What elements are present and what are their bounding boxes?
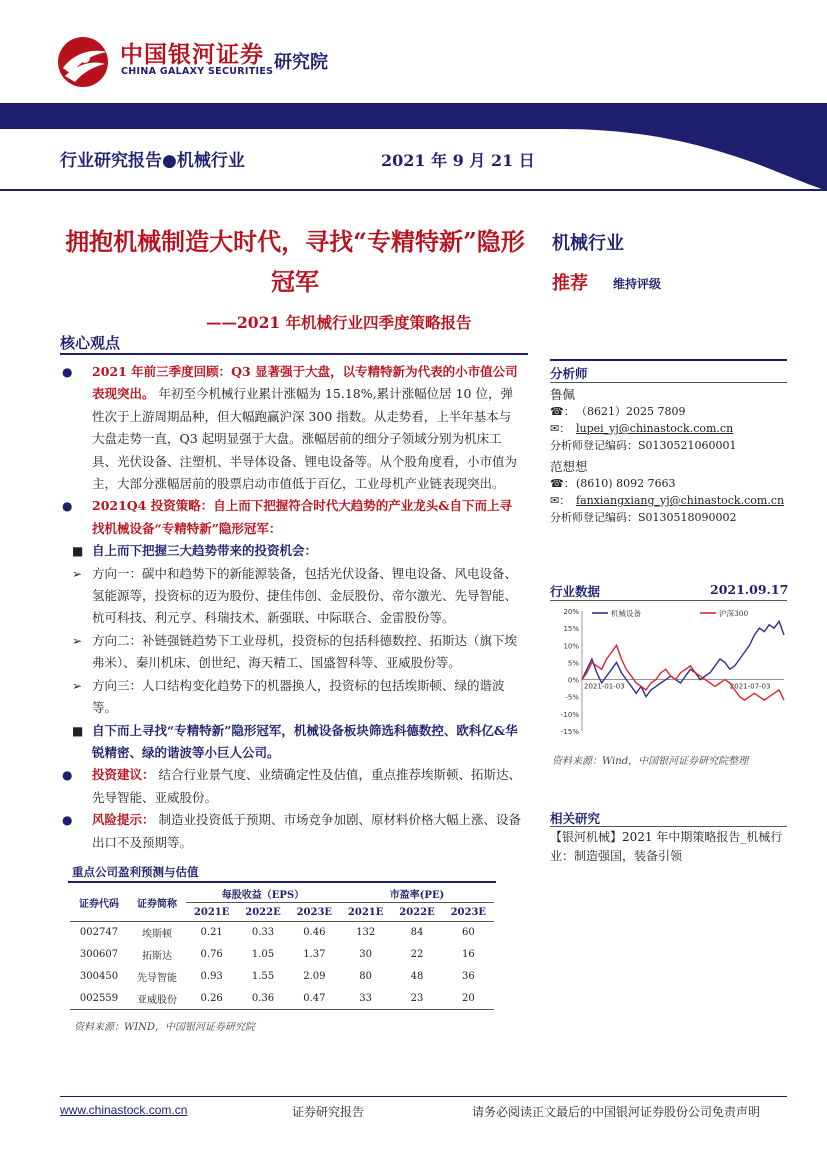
table-row: 002747 埃斯顿 0.21 0.33 0.46 132 84 60	[79, 927, 475, 941]
table-title: 重点公司盈利预测与估值	[72, 865, 199, 879]
footer-disclaimer: 请务必阅读正文最后的中国银河证券股份公司免责声明	[472, 1105, 761, 1119]
y-tick-label: 0%	[567, 676, 579, 685]
table-year-row: 2021E 2022E 2023E 2021E 2022E 2023E	[70, 903, 494, 922]
bullet-icon: ●	[62, 813, 73, 828]
direction-3: ➢ 方向三：人口结构变化趋势下的机器换人，投资标的包括埃斯顿、绿的谐波等。	[60, 675, 522, 720]
footer-label: 证券研究报告	[292, 1105, 365, 1119]
table-row: 002559 亚威股份 0.26 0.36 0.47 33 23 20	[70, 988, 494, 1010]
analyst-phone: (8610) 8092 7663	[576, 477, 676, 490]
y-tick-label: -5%	[565, 693, 579, 702]
company-name-en: CHINA GALAXY SECURITIES	[121, 66, 274, 77]
direction-2: ➢ 方向二：补链强链趋势下工业母机，投资标的包括科德数控、拓斯达（旗下埃弗米）、秦川机床、创世纪、海天精工、国盛智科等、亚威股份等。	[60, 630, 522, 675]
analyst-name: 鲁佩	[550, 387, 576, 402]
bullet-icon: ●	[62, 365, 73, 379]
related-rule	[550, 826, 787, 827]
related-text: 【银河机械】2021 年中期策略报告_机械行业：制造强国，装备引领	[550, 830, 783, 863]
analyst-email-link[interactable]: fanxiangxiang_yj@chinastock.com.cn	[576, 494, 785, 507]
y-tick-label: 10%	[563, 642, 579, 651]
analyst-1	[550, 386, 790, 454]
core-point-risk: ● 风险提示： 制造业投资低于预期、市场竞争加剧、原材料价格大幅上涨、设备出口不及预期等。	[60, 809, 522, 854]
square-bullet-icon: ■	[72, 544, 84, 559]
institute-label: 研究院	[274, 52, 328, 73]
strategy-subhead: ■ 自上而下把握三大趋势带来的投资机会：	[60, 540, 522, 562]
y-tick-label: 20%	[563, 608, 579, 616]
square-bullet-icon: ■	[72, 723, 84, 738]
legend-label: 沪深300	[719, 609, 749, 618]
y-tick-label: 15%	[563, 625, 579, 634]
table-row: 300607 拓斯达 0.76 1.05 1.37 30 22 16	[79, 949, 475, 962]
core-point-strategy	[60, 495, 522, 540]
analyst-email-link[interactable]: lupei_yj@chinastock.com.cn	[576, 422, 734, 435]
analyst-name: 范想想	[550, 459, 588, 474]
analyst-reg: 分析师登记编码：S0130518090002	[550, 511, 737, 524]
arrow-bullet-icon: ➢	[72, 633, 83, 648]
report-title: 拥抱机械制造大时代，寻找“专精特新”隐形冠军	[65, 227, 525, 296]
bullet-icon: ●	[62, 499, 73, 514]
y-tick-label: -15%	[560, 728, 579, 736]
table-source: 资料来源：WIND，中国银河证券研究院	[74, 1022, 255, 1033]
estimates-table	[70, 884, 494, 1010]
arrow-bullet-icon: ➢	[72, 566, 83, 581]
col-group-pe: 市盈率(PE)	[340, 884, 494, 903]
report-type: 行业研究报告●机械行业	[60, 151, 245, 171]
galaxy-logo-icon	[55, 34, 111, 90]
analyst-phone: （8621）2025 7809	[576, 405, 686, 418]
analyst-top-rule	[550, 359, 787, 361]
y-tick-label: 5%	[567, 659, 579, 668]
market-chart	[550, 603, 787, 743]
related-heading: 相关研究	[550, 811, 601, 826]
mail-icon: ✉：	[550, 494, 571, 507]
bottom-up-point: ■ 自下而上寻找“专精特新”隐形冠军，机械设备板块筛选科德数控、欧科亿&华锐精密、绿的谐波等小巨人公司。	[60, 720, 522, 765]
table-header-row	[70, 884, 494, 903]
footer-rule	[60, 1096, 787, 1097]
table-top-rule	[68, 881, 496, 883]
report-date: 2021 年 9 月 21 日	[381, 151, 535, 170]
industry-label: 机械行业	[552, 233, 624, 254]
company-name-cn: 中国银河证券	[120, 42, 264, 68]
legend-label: 机械设备	[611, 609, 641, 618]
review-highlight: 2021 年前三季度回顾：Q3 显著强于大盘，以专精特新为代表的小市值公司表现突出。	[92, 364, 518, 402]
x-tick-label: 2021-07-03	[729, 682, 771, 691]
rating-label: 推荐	[552, 273, 588, 294]
col-name: 证券简称	[137, 899, 177, 910]
core-body	[60, 361, 522, 854]
strategy-highlight: 2021Q4 投资策略：自上而下把握符合时代大趋势的产业龙头&自下而上寻找机械设备“专精特新”隐形冠军：	[92, 498, 513, 536]
analyst-reg: 分析师登记编码：S0130521060001	[550, 439, 737, 452]
market-date: 2021.09.17	[710, 582, 789, 597]
market-heading: 行业数据	[550, 584, 601, 599]
core-heading: 核心观点	[60, 334, 121, 352]
phone-icon: ☎：	[550, 477, 575, 490]
analyst-rule	[550, 382, 787, 383]
col-code: 证券代码	[79, 899, 119, 910]
footer-site-link[interactable]: www.chinastock.com.cn	[60, 1103, 188, 1117]
table-row: 300450 先导智能 0.93 1.55 2.09 80 48 36	[79, 971, 475, 984]
core-point-review	[60, 361, 522, 495]
bullet-icon: ●	[62, 768, 73, 783]
phone-icon: ☎：	[550, 405, 575, 418]
series-line-csi300	[582, 645, 784, 700]
rating-note: 维持评级	[613, 277, 662, 291]
direction-1: ➢ 方向一：碳中和趋势下的新能源装备，包括光伏设备、锂电设备、风电设备、氢能源等，投资标的迈为股份、捷佳伟创、金辰股份、帝尔激光、先导智能、杭可科技、利元亨、科瑞技术、新强联、中际联合、金雷股份等。	[60, 563, 522, 630]
analyst-heading: 分析师	[550, 366, 588, 381]
report-subtitle: ——2021 年机械行业四季度策略报告	[206, 313, 472, 332]
analyst-2	[550, 458, 790, 526]
core-divider	[60, 353, 528, 355]
market-rule	[550, 600, 787, 601]
arrow-bullet-icon: ➢	[72, 678, 83, 693]
y-tick-label: -10%	[560, 710, 579, 719]
core-point-advice: ● 投资建议： 结合行业景气度、业绩确定性及估值，重点推荐埃斯顿、拓斯达、先导智能、亚威股份。	[60, 764, 522, 809]
col-group-eps: 每股收益（EPS）	[186, 884, 340, 903]
mail-icon: ✉：	[550, 422, 571, 435]
review-text: 年初至今机械行业累计涨幅为 15.18%,累计涨幅位居 10 位，弹性次于上游周期品种，但大幅跑赢沪深 300 指数。从走势看，上半年基本与大盘走势一直，Q3 起明显强于大盘。涨幅居前的细分子领域分别为机床工具、光伏设备、注塑机、半导体设备、锂电设备等。从个股角度看，小市值为主，大部分涨幅居前的股票启动市值低于百亿，工业母机产业链表现突出。	[92, 386, 518, 492]
x-tick-label: 2021-01-03	[584, 682, 625, 691]
chart-source: 资料来源：Wind，中国银河证券研究院整理	[552, 756, 749, 767]
